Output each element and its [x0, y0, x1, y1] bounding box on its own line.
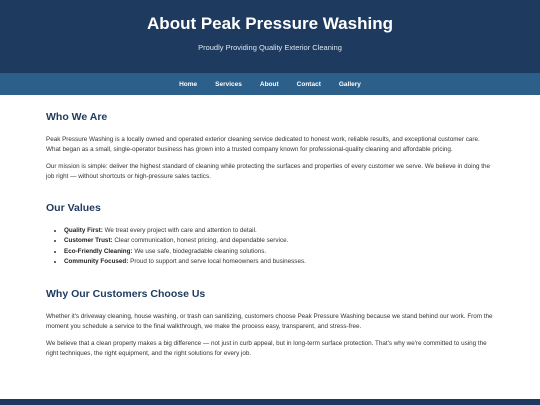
value-term: Community Focused: [64, 258, 129, 266]
value-text: We treat every project with care and attention to detail. [102, 227, 257, 234]
nav-link-contact[interactable]: Contact [296, 80, 321, 88]
values-heading: Our Values [46, 202, 101, 214]
why-choose-heading: Why Our Customers Choose Us [46, 287, 206, 300]
value-text: Clear communication, honest pricing, and dependable service. [112, 237, 289, 245]
nav-link-services[interactable]: Services [215, 80, 242, 88]
page-header [0, 0, 540, 73]
value-item-trust [64, 236, 494, 246]
value-item-eco [64, 247, 494, 257]
value-term: Eco-Friendly Cleaning: [64, 247, 133, 255]
nav-link-home[interactable]: Home [179, 80, 198, 88]
values-list [56, 226, 494, 268]
who-we-are-section [46, 111, 494, 182]
values-section [46, 202, 494, 268]
value-text: Proud to support and serve local homeowners and businesses. [128, 258, 306, 266]
footer-strip [0, 399, 540, 405]
page-subtitle: Proudly Providing Quality Exterior Cleaning [198, 43, 342, 52]
why-choose-section [46, 288, 494, 359]
value-text: We use safe, biodegradable cleaning solutions. [132, 247, 267, 255]
nav-link-gallery[interactable]: Gallery [338, 80, 361, 88]
why-choose-paragraph: Whether it's driveway cleaning, house washing, or trash can sanitizing, customers choose Peak Pressure Washing because we stand behind our work. From the moment you schedule a service to the final walkthrough, we make the process easy, transparent, and stress-free. [46, 312, 493, 330]
value-term: Quality First: [64, 227, 103, 234]
clean-property-paragraph: We believe that a clean property makes a big difference — not just in curb appeal, but in long-term surface protection. That's why we're committed to using the right techniques, the right equipment, and the right solutions for every job. [46, 339, 487, 357]
value-item-community [64, 257, 494, 267]
main-nav [0, 73, 540, 95]
nav-link-about[interactable]: About [259, 80, 279, 88]
value-term: Customer Trust: [64, 237, 113, 245]
mission-paragraph: Our mission is simple: deliver the highest standard of cleaning while protecting the surfaces and properties of every customer we serve. We believe in doing the job right — without shortcuts or high-pressure sales tactics. [46, 163, 491, 180]
who-we-are-heading: Who We Are [46, 111, 108, 123]
page-title: About Peak Pressure Washing [147, 14, 393, 33]
who-we-are-paragraph: Peak Pressure Washing is a locally owned and operated exterior cleaning service dedicated to honest work, reliable results, and exceptional customer care. What began as a small, single-operator business has grown into a trusted company known for professional-quality cleaning and affordable pricing. [46, 136, 480, 153]
value-item-quality [64, 226, 494, 236]
main-content [0, 95, 540, 399]
